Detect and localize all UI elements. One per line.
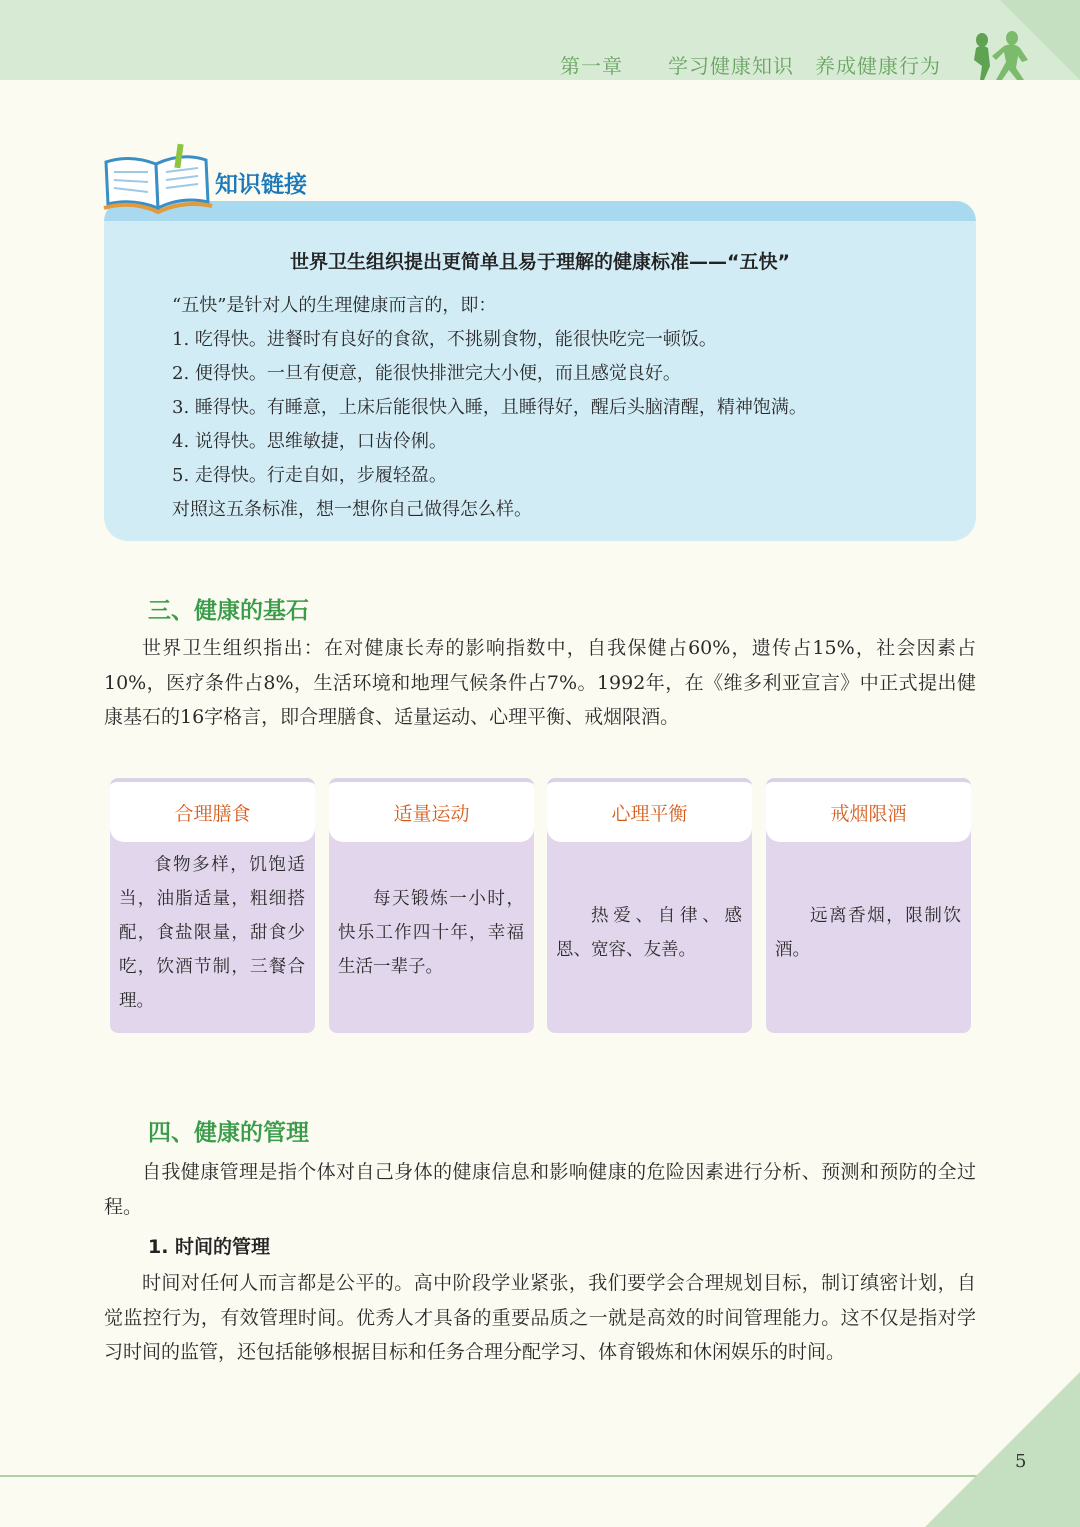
- card-title: 心理平衡: [547, 778, 752, 842]
- section-paragraph: 自我健康管理是指个体对自己身体的健康信息和影响健康的危险因素进行分析、预测和预防的全过程。: [104, 1161, 976, 1218]
- card-title: 合理膳食: [110, 778, 315, 842]
- section-paragraph: 世界卫生组织指出：在对健康长寿的影响指数中，自我保健占60%，遗传占15%，社会因素占10%，医疗条件占8%，生活环境和地理气候条件占7%。1992年，在《维多利亚宣言》中正式提出健康基石的16字格言，即合理膳食、适量运动、心理平衡、戒烟限酒。: [104, 637, 976, 728]
- knowledge-link-box-band: [104, 201, 976, 221]
- knowledge-link-line: 3. 睡得快。有睡意，上床后能很快入睡，且睡得好，醒后头脑清醒，精神饱满。: [172, 397, 807, 418]
- page-number: 5: [1015, 1451, 1027, 1472]
- card-mental-balance: [547, 778, 752, 1033]
- subsection-heading-time: 1. 时间的管理: [148, 1236, 271, 1258]
- card-title: 戒烟限酒: [766, 778, 971, 842]
- card-text: 远离香烟，限制饮酒。: [775, 905, 961, 960]
- section-heading-management: 四、健康的管理: [148, 1120, 309, 1146]
- knowledge-link-heading: 世界卫生组织提出更简单且易于理解的健康标准——“五快”: [290, 251, 790, 273]
- footer-corner-triangle: [925, 1372, 1080, 1527]
- running-figures-icon: [962, 30, 1038, 80]
- card-smoking-drinking: [766, 778, 971, 1033]
- knowledge-link-line: 对照这五条标准，想一想你自己做得怎么样。: [172, 499, 532, 520]
- footer-rule: [0, 1475, 1000, 1477]
- card-text: 食物多样，饥饱适当，油脂适量，粗细搭配，食盐限量，甜食少吃，饮酒节制，三餐合理。: [119, 854, 305, 1011]
- knowledge-link-line: 5. 走得快。行走自如，步履轻盈。: [172, 465, 447, 486]
- knowledge-link-label: 知识链接: [215, 172, 307, 198]
- open-book-icon: [102, 142, 214, 216]
- chapter-title: 学习健康知识 养成健康行为: [668, 54, 941, 78]
- card-text: 热爱、自律、感恩、宽容、友善。: [556, 905, 742, 960]
- card-diet: [110, 778, 315, 1033]
- subsection-paragraph: 时间对任何人而言都是公平的。高中阶段学业紧张，我们要学会合理规划目标，制订缜密计划，自觉监控行为，有效管理时间。优秀人才具备的重要品质之一就是高效的时间管理能力。这不仅是指对学习时间的监管，还包括能够根据目标和任务合理分配学习、体育锻炼和休闲娱乐的时间。: [104, 1272, 976, 1363]
- knowledge-link-line: 1. 吃得快。进餐时有良好的食欲，不挑剔食物，能很快吃完一顿饭。: [172, 329, 717, 350]
- chapter-label: 第一章: [560, 54, 623, 78]
- card-exercise: [329, 778, 534, 1033]
- card-text: 每天锻炼一小时，快乐工作四十年，幸福生活一辈子。: [338, 888, 524, 977]
- section-heading-cornerstone: 三、健康的基石: [148, 598, 309, 624]
- knowledge-link-line: 4. 说得快。思维敏捷，口齿伶俐。: [172, 431, 447, 452]
- card-title: 适量运动: [329, 778, 534, 842]
- knowledge-link-line: “五快”是针对人的生理健康而言的，即：: [172, 295, 497, 316]
- knowledge-link-line: 2. 便得快。一旦有便意，能很快排泄完大小便，而且感觉良好。: [172, 363, 681, 384]
